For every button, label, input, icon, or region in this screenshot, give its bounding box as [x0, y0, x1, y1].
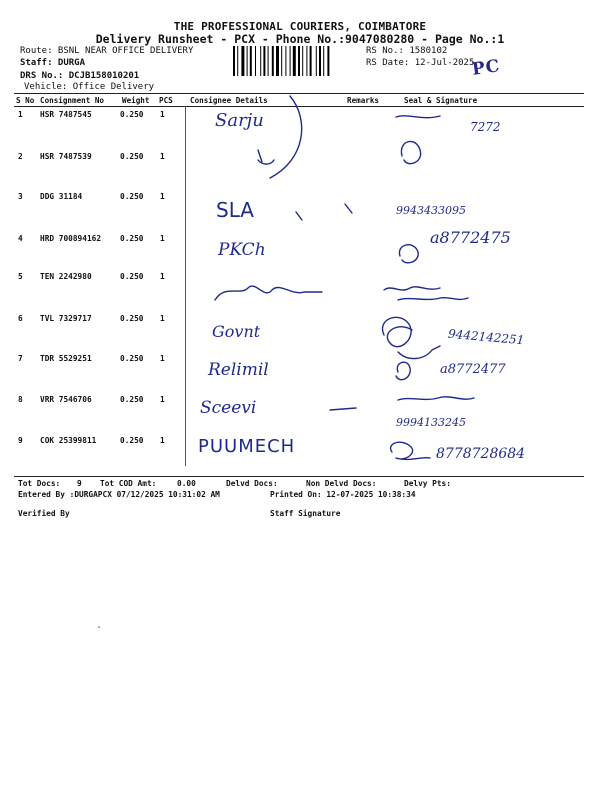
row-weight: 0.250 — [120, 234, 144, 243]
seal-loop-row6 — [382, 317, 412, 346]
company-name: THE PROFESSIONAL COURIERS, COIMBATORE — [173, 20, 427, 33]
delvd-docs-label: Delvd Docs: — [226, 479, 278, 488]
handwritten-curve-row2 — [258, 160, 274, 164]
handwritten-scribble-row5 — [215, 286, 322, 300]
staff-label: Staff: DURGA — [20, 58, 86, 68]
row-sno: 2 — [18, 152, 23, 161]
entered-by: Entered By :DURGAPCX 07/12/2025 10:31:02 AM — [18, 490, 220, 499]
handwritten-number-row1: 7272 — [470, 120, 501, 134]
handwritten-consignee-row3: SLA — [216, 198, 254, 222]
col-weight: Weight — [122, 96, 150, 105]
seal-loop-row7 — [396, 362, 410, 379]
rs-date: RS Date: 12-Jul-2025 — [366, 58, 475, 68]
row-pcs: 1 — [160, 152, 165, 161]
row-sno: 7 — [18, 354, 23, 363]
rs-number: RS No.: 1580102 — [366, 46, 448, 56]
tot-cod-label: Tot COD Amt: — [100, 479, 157, 488]
row-sno: 9 — [18, 436, 23, 445]
verified-by-label: Verified By — [18, 509, 70, 518]
row-weight: 0.250 — [120, 272, 144, 281]
tot-docs-value: 9 — [77, 479, 82, 488]
row-consignment-no: VRR 7546706 — [40, 395, 92, 404]
seal-scribble-row1 — [396, 116, 440, 118]
seal-scribble-row8 — [398, 397, 474, 400]
row-weight: 0.250 — [120, 192, 144, 201]
route-label: Route: BSNL NEAR OFFICE DELIVERY — [20, 46, 194, 56]
handwritten-number-row6: 9442142251 — [447, 326, 525, 348]
row-consignment-no: HSR 7487545 — [40, 110, 92, 119]
col-consignment: Consignment No — [40, 96, 105, 105]
row-weight: 0.250 — [120, 436, 144, 445]
seal-scribble-row5 — [384, 287, 440, 290]
seal-scribble-row5b — [398, 298, 468, 300]
row-sno: 3 — [18, 192, 23, 201]
tot-cod-value: 0.00 — [177, 479, 196, 488]
handwritten-stroke-row3b — [345, 204, 352, 213]
non-delvd-docs-label: Non Delvd Docs: — [306, 479, 377, 488]
handwritten-number-row4: a8772475 — [430, 228, 511, 247]
row-consignment-no: TDR 5529251 — [40, 354, 92, 363]
handwritten-consignee-row8: Sceevi — [200, 398, 257, 418]
row-pcs: 1 — [160, 354, 165, 363]
row-weight: 0.250 — [120, 152, 144, 161]
row-pcs: 1 — [160, 395, 165, 404]
row-consignment-no: TVL 7329717 — [40, 314, 92, 323]
row-consignment-no: TEN 2242980 — [40, 272, 92, 281]
handwritten-stroke-row3 — [296, 212, 302, 220]
handwritten-number-row9: 8778728684 — [436, 446, 526, 462]
seal-swirl-row4 — [399, 245, 418, 263]
delvy-pts-label: Delvy Pts: — [404, 479, 451, 488]
office-stamp: PC — [470, 56, 502, 80]
row-pcs: 1 — [160, 110, 165, 119]
row-sno: 1 — [18, 110, 23, 119]
row-weight: 0.250 — [120, 314, 144, 323]
row-consignment-no: COK 25399811 — [40, 436, 97, 445]
printed-on: Printed On: 12-07-2025 10:38:34 — [270, 490, 416, 499]
seal-swirl-row2 — [401, 141, 420, 163]
handwritten-dash-row8 — [330, 408, 356, 410]
handwritten-consignee-row4: PKCh — [218, 240, 266, 260]
col-sno: S No — [16, 96, 35, 105]
row-consignment-no: HRD 700894162 — [40, 234, 102, 243]
row-sno: 5 — [18, 272, 23, 281]
handwritten-number-row7: a8772477 — [440, 362, 506, 377]
row-pcs: 1 — [160, 272, 165, 281]
drs-number: DRS No.: DCJB158010201 — [20, 71, 140, 81]
row-weight: 0.250 — [120, 110, 144, 119]
row-pcs: 1 — [160, 234, 165, 243]
row-pcs: 1 — [160, 192, 165, 201]
tot-docs-label: Tot Docs: — [18, 479, 61, 488]
vehicle-label: Vehicle: Office Delivery — [24, 82, 155, 92]
handwritten-consignee-row1: Sarju — [215, 110, 264, 131]
col-remarks: Remarks — [347, 96, 380, 105]
handwritten-arc — [270, 96, 302, 178]
row-sno: 6 — [18, 314, 23, 323]
handwritten-consignee-row7: Relimil — [208, 360, 269, 380]
row-weight: 0.250 — [120, 354, 144, 363]
col-seal-signature: Seal & Signature — [404, 96, 478, 105]
row-sno: 8 — [18, 395, 23, 404]
seal-loop-row6b — [398, 346, 440, 359]
runsheet-title: Delivery Runsheet - PCX - Phone No.:9047080280 - Page No.:1 — [95, 32, 505, 46]
seal-swirl-row9 — [391, 442, 430, 459]
staff-signature-label: Staff Signature — [270, 509, 341, 518]
handwritten-consignee-row6: Govnt — [212, 322, 261, 341]
col-pcs: PCS — [159, 96, 173, 105]
col-consignee-details: Consignee Details — [190, 96, 268, 105]
row-consignment-no: HSR 7487539 — [40, 152, 92, 161]
row-pcs: 1 — [160, 314, 165, 323]
row-sno: 4 — [18, 234, 23, 243]
handwritten-number-row8: 9994133245 — [396, 416, 466, 429]
row-weight: 0.250 — [120, 395, 144, 404]
row-pcs: 1 — [160, 436, 165, 445]
handwritten-consignee-row9: PUUMECH — [198, 436, 296, 457]
handwritten-number-row3: 9943433095 — [396, 204, 466, 217]
row-consignment-no: DDG 31184 — [40, 192, 83, 201]
